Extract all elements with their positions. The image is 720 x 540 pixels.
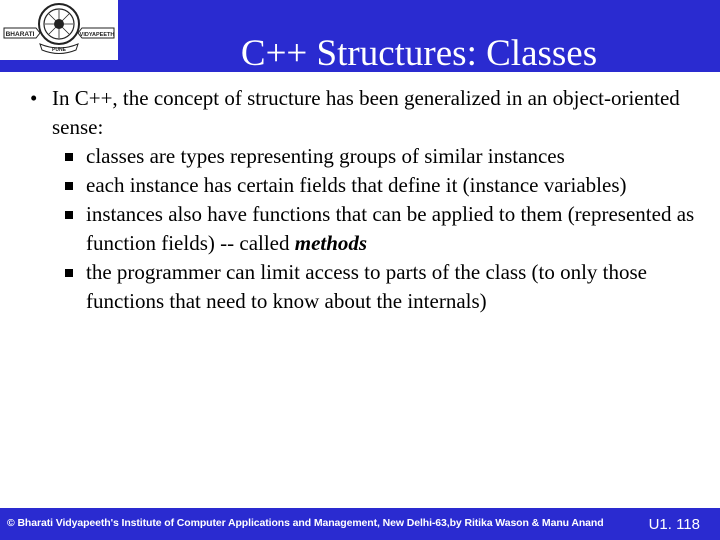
footer-copyright: © Bharati Vidyapeeth's Institute of Computer Applications and Management, New Delhi-63,by Ritika Wason & Manu Anand (7, 517, 604, 529)
sub-bullet-item (86, 142, 706, 171)
slide-title: C++ Structures: Classes (240, 33, 598, 74)
sub-bullet-item (86, 258, 706, 316)
sub-bullet-item (86, 171, 706, 200)
logo-right-text: VIDYAPEETH (79, 32, 115, 38)
sub-bullet-text: the programmer can limit access to parts of the class (to only those functions that need to know about the internals) (86, 260, 648, 313)
logo-bottom-text: PUNE (52, 47, 66, 53)
sub-bullet-item (86, 200, 706, 258)
sub-bullet-text: instances also have functions that can be applied to them (represented as function fields) -- called (86, 202, 695, 255)
logo-left-text: BHARATI (5, 31, 35, 38)
bullet-dot-icon: • (30, 86, 38, 110)
square-bullet-icon (65, 211, 73, 219)
square-bullet-icon (65, 269, 73, 277)
footer-band (0, 508, 720, 540)
seal-icon (0, 0, 118, 60)
sub-bullet-text: each instance has certain fields that define it (instance variables) (86, 173, 627, 197)
slide-content (0, 84, 720, 316)
bullet-text: In C++, the concept of structure has been generalized in an object-oriented sense: (52, 86, 680, 139)
bullet-item (30, 84, 712, 142)
slide-number: U1. 118 (648, 516, 700, 533)
sub-bullet-text: classes are types representing groups of similar instances (86, 144, 565, 168)
square-bullet-icon (65, 153, 73, 161)
square-bullet-icon (65, 182, 73, 190)
methods-emphasis: methods (294, 231, 368, 255)
title-band (0, 0, 720, 72)
institute-logo (0, 0, 118, 60)
